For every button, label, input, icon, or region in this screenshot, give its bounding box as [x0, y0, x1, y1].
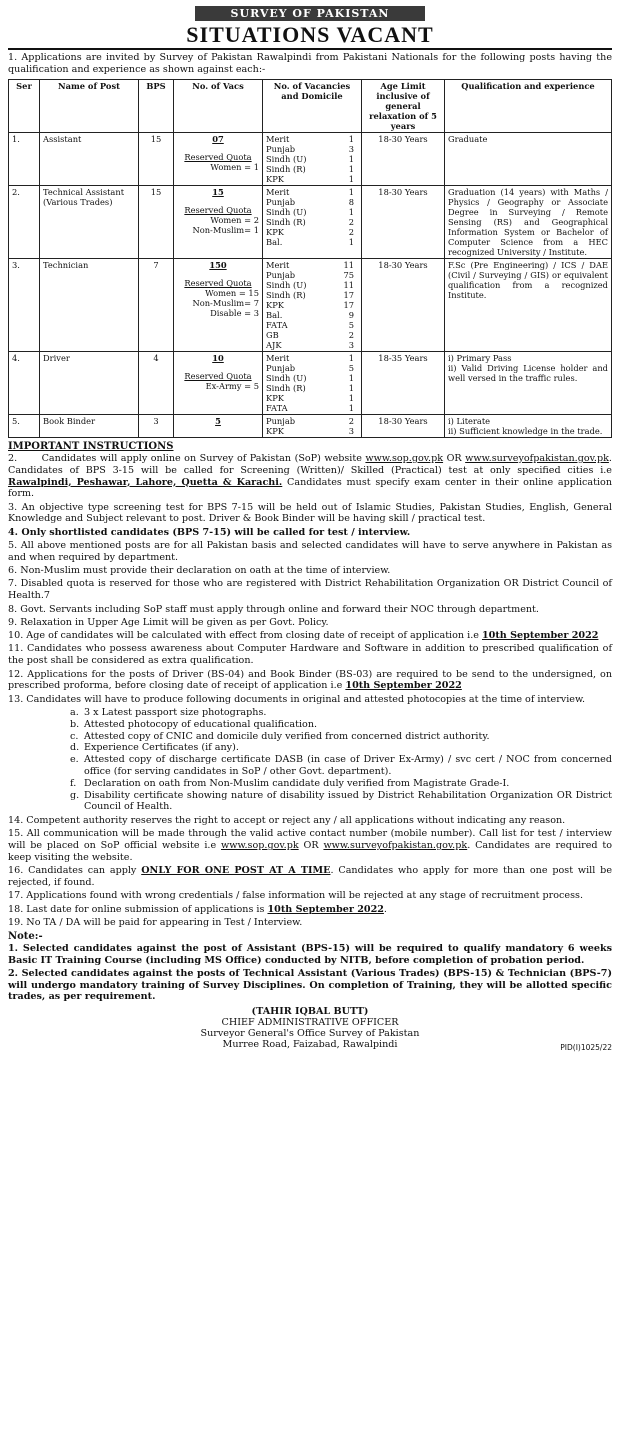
- note-title: Note:-: [8, 930, 43, 942]
- domicile-name: Merit: [266, 134, 290, 144]
- list-item: [70, 778, 612, 790]
- test-cities: Rawalpindi, Peshawar, Lahore, Quetta & Karachi.: [8, 476, 283, 488]
- list-letter: f.: [70, 777, 77, 789]
- instruction-18: 18. Last date for online submission of applications is 10th September 2022.: [8, 903, 387, 915]
- cell-vacs: [174, 415, 263, 438]
- domicile-count: 2: [348, 330, 354, 340]
- domicile-name: GB: [266, 330, 279, 340]
- list-letter: g.: [70, 789, 80, 801]
- note-1: 1. Selected candidates against the post of Assistant (BPS-15) will be required to qualify mandatory 6 weeks Basic IT Training Course (including MS Office) conducted by NITB, before completion of probation period.: [8, 942, 612, 966]
- domicile-name: KPK: [266, 393, 284, 403]
- instruction-5: 5. All above mentioned posts are for all Pakistan basis and selected candidates will have to serve anywhere in Pakistan as and when required by department.: [8, 540, 612, 563]
- signatory-designation: CHIEF ADMINISTRATIVE OFFICER: [221, 1017, 399, 1029]
- domicile-name: KPK: [266, 227, 284, 237]
- sop-website-link[interactable]: www.sop.gov.pk: [365, 453, 444, 464]
- list-text: 3 x Latest passport size photographs.: [84, 706, 267, 718]
- quota-line: Women = 1: [210, 162, 259, 172]
- table-row: [9, 415, 612, 438]
- domicile-name: Sindh (R): [266, 164, 306, 174]
- list-text: Attested copy of discharge certificate DASB (in case of Driver Ex-Army) / svc cert / NOC from concerned office (for serving candidates in SoP / other Govt. department).: [84, 754, 612, 777]
- col-bps: BPS: [139, 80, 174, 133]
- quota-line: Non-Muslim= 7: [192, 298, 259, 308]
- list-text: Declaration on oath from Non-Muslim candidate duly verified from Magistrate Grade-I.: [84, 777, 510, 789]
- divider: [8, 48, 612, 50]
- cell-qualification: [445, 352, 612, 415]
- reserved-quota-label: Reserved Quota: [184, 278, 252, 288]
- instruction-19: 19. No TA / DA will be paid for appearing in Test / Interview.: [8, 916, 303, 928]
- cell-vacs: [174, 259, 263, 352]
- cell-vacs: [174, 352, 263, 415]
- domicile-name: Sindh (U): [266, 154, 307, 164]
- list-letter: c.: [70, 730, 79, 742]
- domicile-count: 11: [343, 260, 354, 270]
- advertisement-page: [8, 6, 613, 1053]
- domicile-name: Punjab: [266, 416, 296, 426]
- instruction-2: 2. Candidates will apply online on Survey of Pakistan (SoP) website www.sop.gov.pk OR www.surveyofpakistan.gov.pk. Candidates of BPS 3-15 will be called for Screening (Written)/ Skilled (Practical) test at only specified cities i.e Rawalpindi, Peshawar, Lahore, Quetta & Karachi. Candidates must specify exam center in their online application form.: [8, 453, 612, 500]
- list-letter: b.: [70, 718, 80, 730]
- cell-post: Technical Assistant (Various Trades): [40, 186, 139, 259]
- table-row: [9, 352, 612, 415]
- vacancy-count: 5: [215, 416, 221, 426]
- cell-qualification: [445, 415, 612, 438]
- instruction-15: 15. All communication will be made through the valid active contact number (mobile number). Call list for test / interview will be placed on SoP official website i.e www.sop.gov.pk OR www.surveyofpakistan.gov.pk. Candidates are required to keep visiting the website.: [8, 828, 613, 863]
- vacancies-table: [8, 79, 612, 438]
- instruction-13: 13. Candidates will have to produce following documents in original and attested photocopies at the time of interview.: [8, 693, 586, 705]
- vacancy-count: 10: [212, 353, 224, 363]
- cell-domicile: [263, 259, 362, 352]
- domicile-count: 1: [348, 187, 354, 197]
- notes: [8, 943, 612, 1003]
- domicile-name: Sindh (R): [266, 383, 306, 393]
- last-date: 10th September 2022: [267, 903, 384, 915]
- domicile-count: 1: [348, 174, 354, 184]
- domicile-count: 1: [348, 154, 354, 164]
- instruction-16: 16. Candidates can apply ONLY FOR ONE POST AT A TIME. Candidates who apply for more than one post will be rejected, if found.: [8, 865, 612, 889]
- domicile-name: FATA: [266, 320, 288, 330]
- domicile-name: Sindh (U): [266, 207, 307, 217]
- list-letter: e.: [70, 754, 79, 766]
- cell-ser: 5.: [9, 415, 40, 438]
- table-row: [9, 186, 612, 259]
- cell-ser: 3.: [9, 259, 40, 352]
- closing-date: 10th September 2022: [345, 680, 462, 692]
- cell-bps: 7: [139, 259, 174, 352]
- quota-line: Women = 2: [210, 215, 259, 225]
- page-title: SITUATIONS VACANT: [186, 22, 434, 47]
- list-text: Experience Certificates (if any).: [84, 742, 239, 754]
- cell-post: Technician: [40, 259, 139, 352]
- domicile-name: Sindh (U): [266, 373, 307, 383]
- domicile-count: 1: [348, 207, 354, 217]
- domicile-name: Punjab: [266, 197, 296, 207]
- quota-line: Ex-Army = 5: [205, 381, 259, 391]
- office-name: Surveyor General's Office Survey of Pakistan: [200, 1028, 420, 1040]
- instruction-11: 11. Candidates who possess awareness about Computer Hardware and Software in addition to prescribed qualification of the post shall be considered as extra qualification.: [8, 643, 612, 667]
- office-address: Murree Road, Faizabad, Rawalpindi: [222, 1039, 398, 1051]
- domicile-name: Sindh (R): [266, 290, 306, 300]
- cell-post: Book Binder: [40, 415, 139, 438]
- cell-qualification: [445, 186, 612, 259]
- domicile-count: 2: [348, 416, 354, 426]
- domicile-count: 2: [348, 227, 354, 237]
- domicile-name: Sindh (R): [266, 217, 306, 227]
- instruction-10: 10. Age of candidates will be calculated with effect from closing date of receipt of application i.e 10th September 2022: [8, 630, 599, 642]
- domicile-count: 17: [343, 290, 354, 300]
- cell-bps: 4: [139, 352, 174, 415]
- cell-vacs: [174, 186, 263, 259]
- vacancy-count: 07: [212, 134, 224, 144]
- quota-line: Women = 15: [205, 288, 259, 298]
- col-ser: Ser: [9, 80, 40, 133]
- domicile-count: 11: [343, 280, 354, 290]
- intro-paragraph: 1. Applications are invited by Survey of Pakistan Rawalpindi from Pakistani Nationals for the following posts having the qualification and experience as shown against each:-: [8, 52, 612, 75]
- domicile-count: 1: [348, 373, 354, 383]
- col-vacs: No. of Vacs: [174, 80, 263, 133]
- pid-number: PID(I)1025/22: [560, 1043, 612, 1053]
- reserved-quota-label: Reserved Quota: [184, 205, 252, 215]
- cell-age: 18-30 Years: [362, 259, 445, 352]
- list-letter: a.: [70, 706, 79, 718]
- domicile-count: 1: [348, 353, 354, 363]
- table-row: [9, 133, 612, 186]
- domicile-count: 1: [348, 403, 354, 413]
- qualification-line: i) Literate: [448, 416, 491, 426]
- list-item: [70, 731, 612, 743]
- instruction-7: 7. Disabled quota is reserved for those who are registered with District Rehabilitation Organization OR District Council of Health.7: [8, 578, 612, 602]
- list-letter: d.: [70, 742, 80, 754]
- domicile-name: Punjab: [266, 144, 296, 154]
- table-row: [9, 259, 612, 352]
- cell-qualification: [445, 133, 612, 186]
- cell-age: 18-30 Years: [362, 186, 445, 259]
- cell-ser: 1.: [9, 133, 40, 186]
- cell-ser: 4.: [9, 352, 40, 415]
- qualification-line: ii) Valid Driving License holder and well versed in the traffic rules.: [448, 363, 608, 383]
- instruction-14: 14. Competent authority reserves the right to accept or reject any / all applications without indicating any reason.: [8, 815, 566, 827]
- domicile-name: Bal.: [266, 310, 283, 320]
- domicile-name: Bal.: [266, 237, 283, 247]
- cell-age: 18-30 Years: [362, 415, 445, 438]
- domicile-name: Sindh (U): [266, 280, 307, 290]
- list-text: Disability certificate showing nature of disability issued by District Rehabilitation Organization OR District Council of Health.: [84, 789, 612, 813]
- domicile-name: Merit: [266, 187, 290, 197]
- org-name-banner: SURVEY OF PAKISTAN: [195, 6, 425, 21]
- list-item: [70, 790, 612, 814]
- reserved-quota-label: Reserved Quota: [184, 152, 252, 162]
- qualification-line: Graduate: [448, 134, 488, 144]
- list-text: Attested copy of CNIC and domicile duly verified from concerned district authority.: [84, 730, 490, 742]
- qualification-line: F.Sc (Pre Engineering) / ICS / DAE (Civil / Surveying / GIS) or equivalent qualification from a recognized Institute.: [448, 260, 608, 300]
- col-domicile: No. of Vacancies and Domicile: [263, 80, 362, 133]
- list-item: [70, 719, 612, 731]
- instructions-title: IMPORTANT INSTRUCTIONS: [8, 441, 174, 452]
- domicile-name: Merit: [266, 260, 290, 270]
- cell-age: 18-30 Years: [362, 133, 445, 186]
- domicile-count: 1: [348, 393, 354, 403]
- instruction-12: 12. Applications for the posts of Driver (BS-04) and Book Binder (BS-03) are required to be send to the undersigned, on prescribed proforma, before closing date of receipt of application i.e 10th September 2022: [8, 668, 612, 692]
- domicile-count: 1: [348, 164, 354, 174]
- domicile-count: 1: [348, 383, 354, 393]
- cell-qualification: [445, 259, 612, 352]
- signatory-name: (TAHIR IQBAL BUTT): [251, 1006, 369, 1018]
- qualification-line: ii) Sufficient knowledge in the trade.: [448, 426, 603, 436]
- col-age: Age Limit inclusive of general relaxation of 5 years: [362, 80, 445, 133]
- domicile-count: 8: [348, 197, 354, 207]
- cell-bps: 3: [139, 415, 174, 438]
- quota-line: Non-Muslim= 1: [192, 225, 259, 235]
- cell-domicile: [263, 352, 362, 415]
- cell-domicile: [263, 415, 362, 438]
- cell-vacs: [174, 133, 263, 186]
- cell-ser: 2.: [9, 186, 40, 259]
- quota-line: Disable = 3: [210, 308, 259, 318]
- domicile-count: 2: [348, 217, 354, 227]
- instruction-6: 6. Non-Muslim must provide their declaration on oath at the time of interview.: [8, 565, 391, 577]
- qualification-line: Graduation (14 years) with Maths / Physics / Geography or Associate Degree in Surveying / Remote Sensing (RS) and Geographical Information System or Bachelor of Computer Science from a HEC recognized University / Institute.: [448, 187, 608, 257]
- note-2: 2. Selected candidates against the posts of Technical Assistant (Various Trades) (BPS-15) & Technician (BPS-7) will undergo mandatory training of Survey Disciplines. On completion of Training, they will be allotted specific trades, as per requirement.: [8, 967, 612, 1003]
- list-item: [70, 742, 612, 754]
- col-qualification: Qualification and experience: [445, 80, 612, 133]
- list-item: [70, 707, 612, 719]
- reserved-quota-label: Reserved Quota: [184, 371, 252, 381]
- domicile-count: 17: [343, 300, 354, 310]
- table-header-row: [9, 80, 612, 133]
- domicile-count: 9: [348, 310, 354, 320]
- instruction-17: 17. Applications found with wrong credentials / false information will be rejected at any stage of recruitment process.: [8, 890, 583, 902]
- domicile-count: 1: [348, 237, 354, 247]
- domicile-count: 3: [348, 426, 354, 436]
- domicile-name: Punjab: [266, 363, 296, 373]
- signature-block: [8, 1006, 612, 1053]
- cell-post: Driver: [40, 352, 139, 415]
- domicile-name: FATA: [266, 403, 288, 413]
- domicile-count: 1: [348, 134, 354, 144]
- vacancy-count: 150: [209, 260, 227, 270]
- surveyofpakistan-website-link[interactable]: www.surveyofpakistan.gov.pk: [465, 453, 609, 464]
- domicile-name: Punjab: [266, 270, 296, 280]
- domicile-count: 5: [348, 320, 354, 330]
- domicile-name: KPK: [266, 174, 284, 184]
- cell-bps: 15: [139, 133, 174, 186]
- cell-domicile: [263, 186, 362, 259]
- cell-bps: 15: [139, 186, 174, 259]
- surveyofpakistan-website-link[interactable]: www.surveyofpakistan.gov.pk: [323, 840, 468, 852]
- domicile-count: 3: [348, 340, 354, 350]
- domicile-name: Merit: [266, 353, 290, 363]
- qualification-line: i) Primary Pass: [448, 353, 512, 363]
- one-post-emphasis: ONLY FOR ONE POST AT A TIME: [141, 865, 331, 877]
- instruction-8: 8. Govt. Servants including SoP staff must apply through online and forward their NOC through department.: [8, 603, 539, 615]
- domicile-count: 5: [348, 363, 354, 373]
- instruction-4: 4. Only shortlisted candidates (BPS 7-15) will be called for test / interview.: [8, 526, 411, 538]
- vacancy-count: 15: [212, 187, 224, 197]
- cell-age: 18-35 Years: [362, 352, 445, 415]
- cell-post: Assistant: [40, 133, 139, 186]
- instruction-3: 3. An objective type screening test for BPS 7-15 will be held out of Islamic Studies, Pakistan Studies, English, General Knowledge and Subject relevant to post. Driver & Book Binder will be having skill / practical test.: [8, 501, 612, 525]
- domicile-name: AJK: [266, 340, 282, 350]
- instructions: [8, 453, 612, 929]
- domicile-count: 75: [343, 270, 354, 280]
- sop-website-link[interactable]: www.sop.gov.pk: [221, 840, 299, 852]
- domicile-name: KPK: [266, 300, 284, 310]
- instruction-9: 9. Relaxation in Upper Age Limit will be given as per Govt. Policy.: [8, 616, 329, 628]
- domicile-count: 3: [348, 144, 354, 154]
- cell-domicile: [263, 133, 362, 186]
- list-text: Attested photocopy of educational qualification.: [84, 718, 318, 730]
- closing-date: 10th September 2022: [481, 630, 599, 642]
- list-item: [70, 754, 612, 778]
- documents-list: [70, 707, 612, 813]
- domicile-name: KPK: [266, 426, 284, 436]
- col-post: Name of Post: [40, 80, 139, 133]
